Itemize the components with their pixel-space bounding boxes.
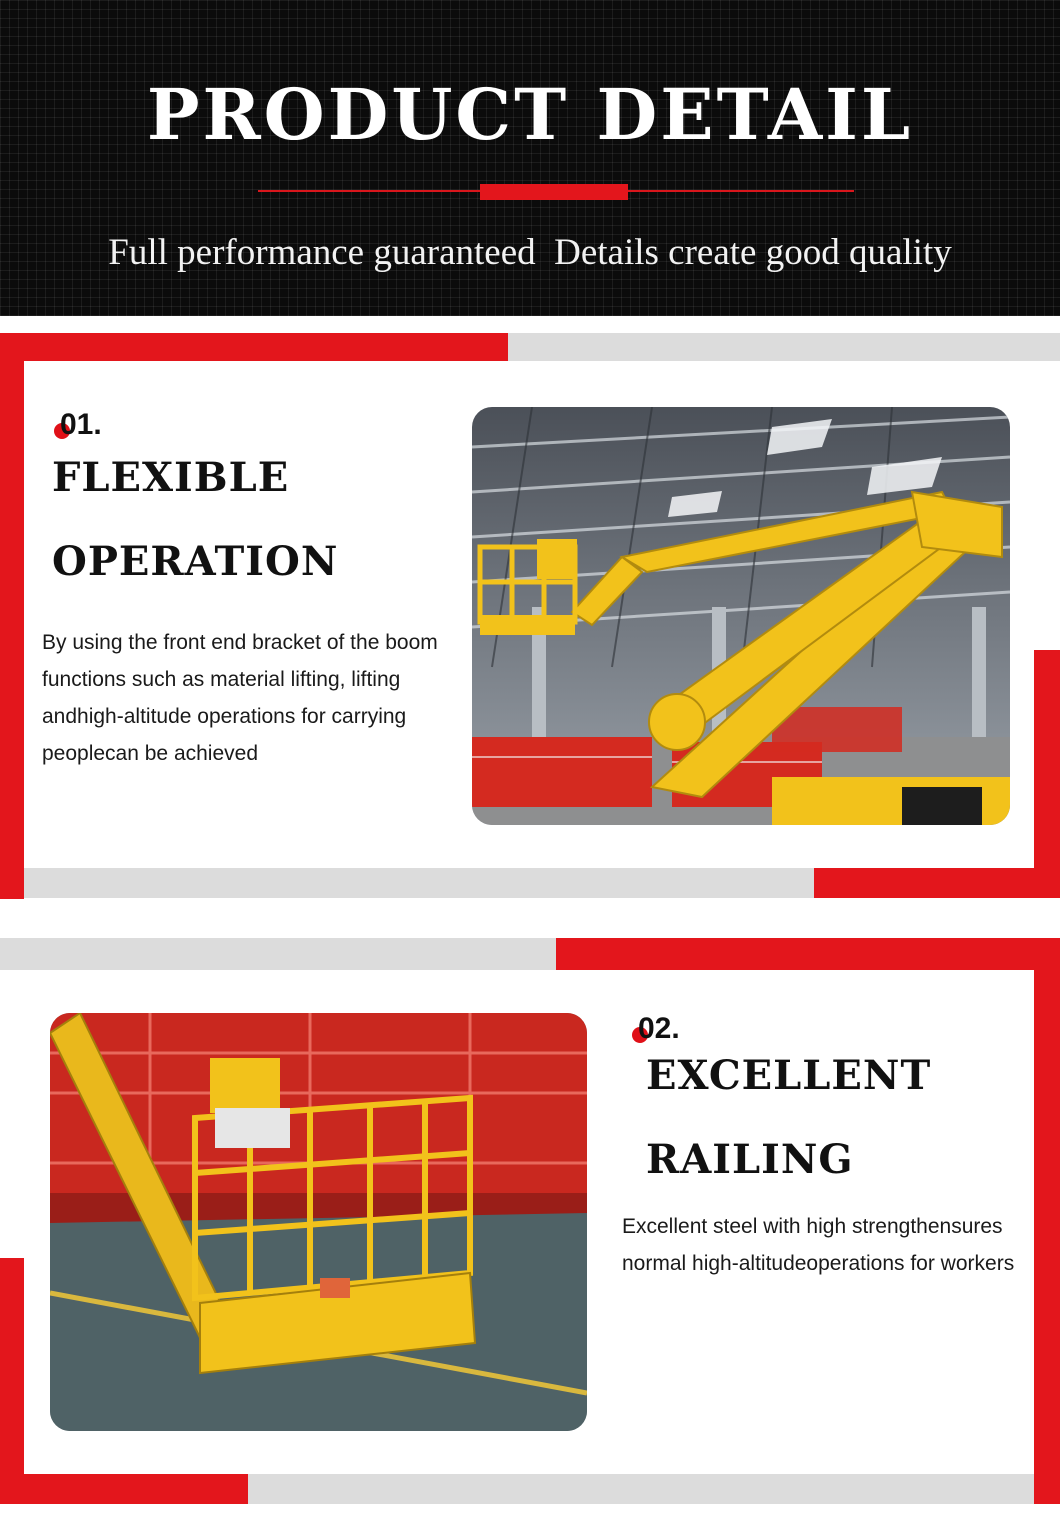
frame-red-bottom-left xyxy=(0,1474,248,1504)
title-divider-accent xyxy=(480,184,628,200)
frame-gray-bottom-right xyxy=(248,1474,1034,1504)
frame-red-top-left xyxy=(0,333,508,361)
frame-gray-top-left xyxy=(0,938,556,970)
frame-red-right xyxy=(1034,650,1060,898)
frame-gray-top-right xyxy=(508,333,1060,361)
feature-title: FLEXIBLE OPERATION xyxy=(52,454,339,585)
frame-red-left-lower xyxy=(0,1258,24,1504)
boom-lift-photo-icon xyxy=(472,407,1010,825)
feature-number: 01. xyxy=(60,408,102,442)
frame-red-bottom-right xyxy=(814,868,1060,898)
frame-red-top-right xyxy=(556,938,1060,970)
header-banner xyxy=(0,0,1060,316)
page-title: PRODUCT DETAIL xyxy=(146,73,914,156)
frame-red-left xyxy=(0,333,24,899)
feature-description: Excellent steel with high strengthensures normal high-altitudeoperations for workers xyxy=(622,1215,1015,1275)
frame-red-right-full xyxy=(1034,938,1060,1504)
railing-platform-photo-icon xyxy=(50,1013,587,1431)
feature-description: By using the front end bracket of the boom functions such as material lifting, lifting andhigh-altitude operations for carrying peoplecan be achieved xyxy=(42,631,438,765)
frame-gray-bottom-left xyxy=(24,868,814,898)
feature-title: EXCELLENT RAILING xyxy=(646,1052,932,1183)
feature-number: 02. xyxy=(638,1012,680,1046)
page-subtitle: Full performance guaranteed Details create good quality xyxy=(108,232,952,273)
